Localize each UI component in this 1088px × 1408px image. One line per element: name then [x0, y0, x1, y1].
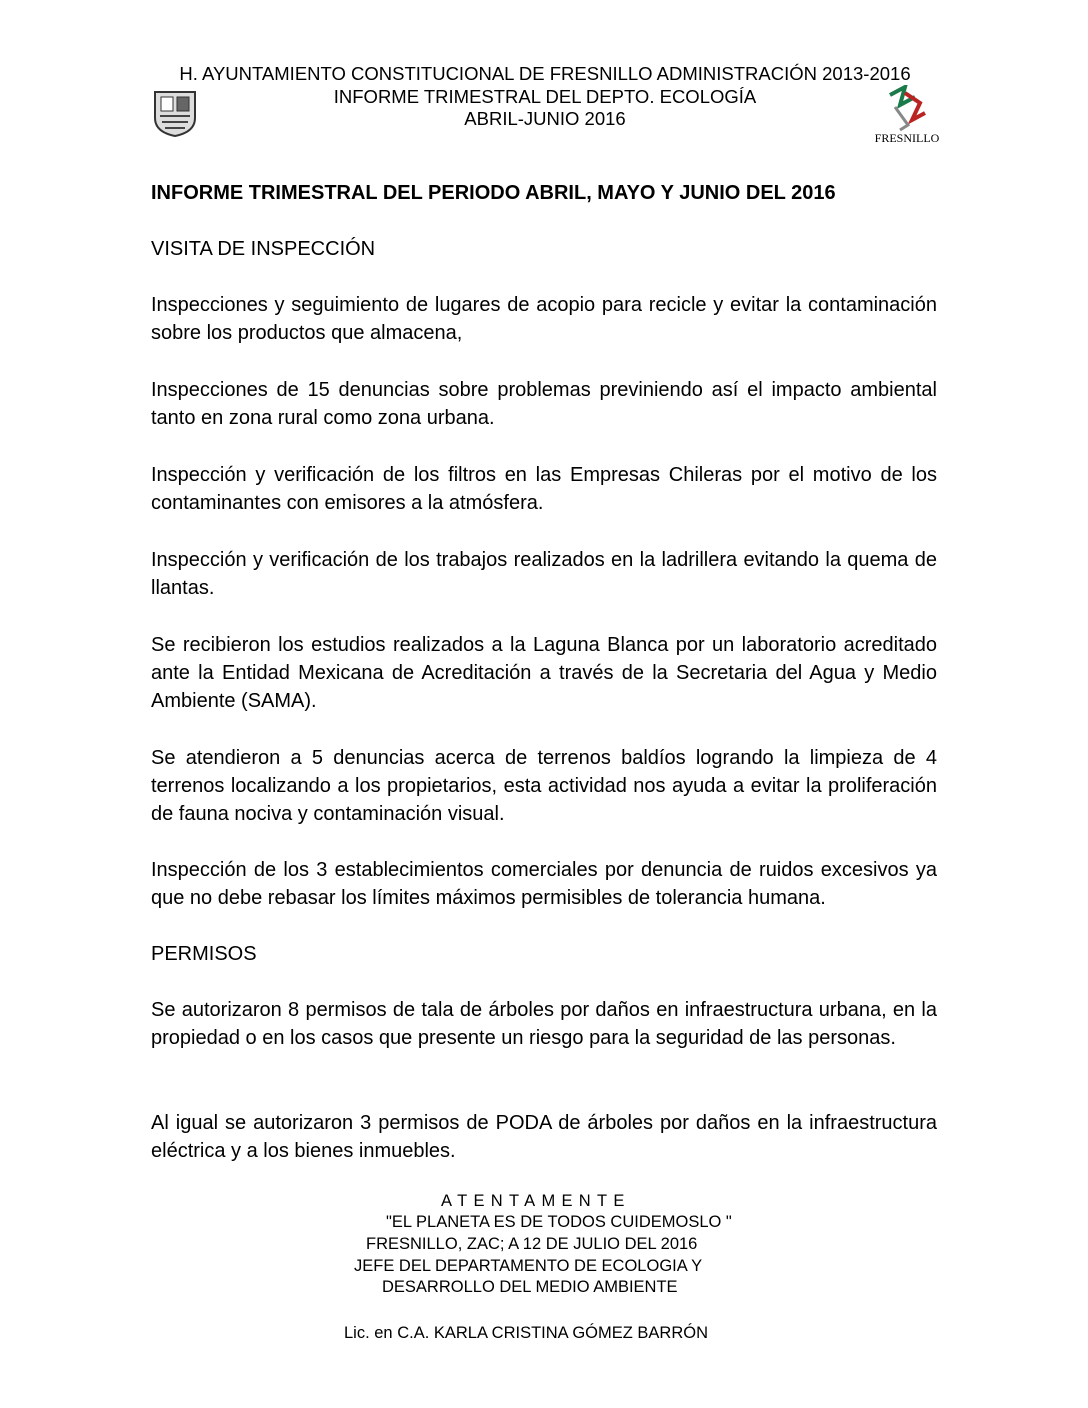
signer-role-line-2: DESARROLLO DEL MEDIO AMBIENTE	[382, 1278, 678, 1296]
header-line-1: H. AYUNTAMIENTO CONSTITUCIONAL DE FRESNILLO ADMINISTRACIÓN 2013-2016	[179, 63, 911, 84]
paragraph: Inspección y verificación de los trabajos realizados en la ladrillera evitando la quema de llantas.	[151, 549, 937, 599]
signer-role-line-1: JEFE DEL DEPARTAMENTO DE ECOLOGIA Y	[354, 1257, 703, 1275]
closing: ATENTAMENTE	[441, 1192, 631, 1210]
paragraph: Inspecciones y seguimiento de lugares de acopio para recicle y evitar la contaminación sobre los productos que almacena,	[151, 294, 937, 344]
section-heading-permits: PERMISOS	[151, 943, 257, 965]
report-title: INFORME TRIMESTRAL DEL PERIODO ABRIL, MAYO Y JUNIO DEL 2016	[151, 182, 836, 204]
paragraph: Se autorizaron 8 permisos de tala de árboles por daños en infraestructura urbana, en la propiedad o en los casos que presente un riesgo para la seguridad de las personas.	[151, 999, 937, 1049]
header-line-2: INFORME TRIMESTRAL DEL DEPTO. ECOLOGÍA	[333, 86, 757, 107]
header-line-3: ABRIL-JUNIO 2016	[464, 108, 626, 129]
municipal-seal-logo	[150, 88, 200, 138]
signer-name: Lic. en C.A. KARLA CRISTINA GÓMEZ BARRÓN	[344, 1324, 709, 1342]
section-heading-inspection: VISITA DE INSPECCIÓN	[151, 238, 376, 260]
fresnillo-logo	[870, 85, 945, 150]
paragraph: Al igual se autorizaron 3 permisos de PODA de árboles por daños en la infraestructura eléctrica y a los bienes inmuebles.	[151, 1112, 937, 1162]
paragraph: Se atendieron a 5 denuncias acerca de terrenos baldíos logrando la limpieza de 4 terrenos localizando a los propietarios, esta actividad nos ayuda a evitar la proliferación de fauna nociva y contaminación visual.	[151, 747, 937, 825]
svg-text:FRESNILLO: FRESNILLO	[874, 131, 940, 145]
paragraph: Inspecciones de 15 denuncias sobre problemas previniendo así el impacto ambiental tanto en zona rural como zona urbana.	[151, 379, 937, 429]
paragraph: Inspección y verificación de los filtros en las Empresas Chileras por el motivo de los contaminantes con emisores a la atmósfera.	[151, 464, 937, 514]
paragraph: Se recibieron los estudios realizados a la Laguna Blanca por un laboratorio acreditado ante la Entidad Mexicana de Acreditación a través de la Secretaria del Agua y Medio Ambiente (SAMA).	[151, 634, 937, 712]
place-date: FRESNILLO, ZAC; A 12 DE JULIO DEL 2016	[366, 1235, 698, 1253]
motto: "EL PLANETA ES DE TODOS CUIDEMOSLO "	[386, 1213, 732, 1231]
paragraph: Inspección de los 3 establecimientos comerciales por denuncia de ruidos excesivos ya que no debe rebasar los límites máximos permisibles de tolerancia humana.	[151, 859, 937, 909]
